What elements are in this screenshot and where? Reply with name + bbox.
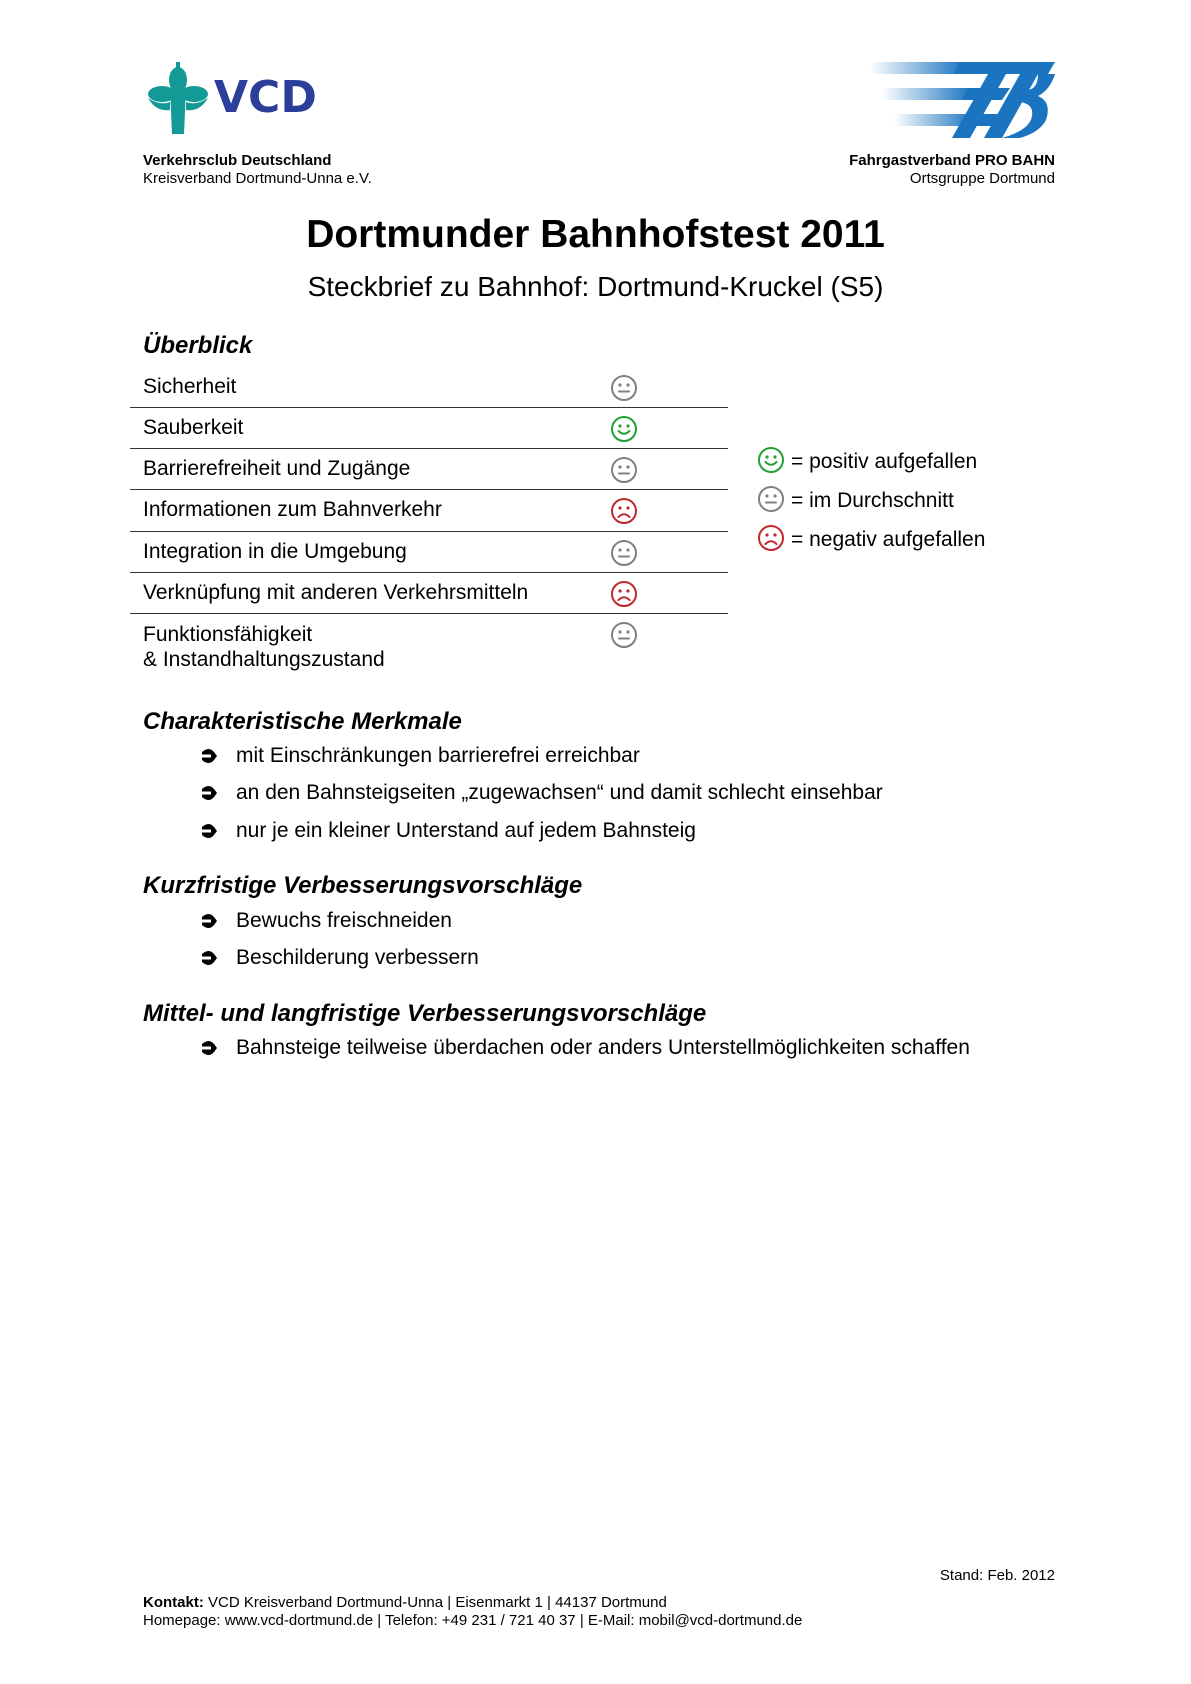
overview-row [130,450,728,490]
contact-label: Kontakt: [143,1594,204,1611]
overview-row [130,409,728,449]
footer-contact [143,1594,802,1630]
arrow-bullet-icon [200,822,218,840]
probahn-org-block [849,152,1055,188]
vcd-logo [140,58,340,138]
list-item-text: Bewuchs freischneiden [236,909,452,932]
pro-bahn-logo [870,60,1055,140]
probahn-org-name: Fahrgastverband PRO BAHN [849,152,1055,169]
arrow-bullet-icon [200,784,218,802]
overview-row-label: Sauberkeit [143,416,244,439]
list-item-text: mit Einschränkungen barrierefrei erreichbar [236,744,640,767]
overview-row [130,368,728,408]
legend-text: = negativ aufgefallen [791,528,986,551]
langfristig-heading: Mittel- und langfristige Verbesserungsvorschläge [143,1000,707,1027]
vcd-logo-text: VCD [214,72,317,123]
overview-row-label: Informationen zum Bahnverkehr [143,498,442,521]
footer-line-1 [143,1594,802,1612]
list-item-text: Bahnsteige teilweise überdachen oder anders Unterstellmöglichkeiten schaffen [236,1036,970,1059]
stand-date: Stand: Feb. 2012 [939,1567,1055,1584]
neutral-smiley-icon [610,621,638,649]
page-subtitle: Steckbrief zu Bahnhof: Dortmund-Kruckel (S5) [307,271,884,302]
vcd-org-sub: Kreisverband Dortmund-Unna e.V. [143,170,372,187]
merkmale-heading: Charakteristische Merkmale [143,708,462,735]
legend-text: = im Durchschnitt [791,489,954,512]
probahn-org-sub: Ortsgruppe Dortmund [909,170,1055,187]
neutral-smiley-icon [610,456,638,484]
overview-row-label: Verknüpfung mit anderen Verkehrsmitteln [143,581,529,604]
legend-text: = positiv aufgefallen [791,450,978,473]
list-item-text: nur je ein kleiner Unterstand auf jedem Bahnsteig [236,819,696,842]
overview-row-label: Integration in die Umgebung [143,540,407,563]
contact-text: VCD Kreisverband Dortmund-Unna | Eisenmarkt 1 | 44137 Dortmund [208,1594,667,1611]
overview-row-label: Sicherheit [143,375,237,398]
overview-row-label: Barrierefreiheit und Zugänge [143,457,411,480]
neutral-smiley-icon [610,374,638,402]
overview-row [130,615,728,675]
kurzfristig-heading: Kurzfristige Verbesserungsvorschläge [143,872,583,899]
arrow-bullet-icon [200,1039,218,1057]
vcd-org-name: Verkehrsclub Deutschland [143,152,332,169]
neutral-smiley-icon [757,485,785,513]
negative-smiley-icon [610,497,638,525]
overview-row [130,574,728,614]
positive-smiley-icon [757,446,785,474]
arrow-bullet-icon [200,747,218,765]
overview-row-label-line2: & Instandhaltungszustand [143,648,385,671]
overview-row [130,533,728,573]
positive-smiley-icon [610,415,638,443]
vcd-org-block [143,152,372,188]
footer-line-2: Homepage: www.vcd-dortmund.de | Telefon: +49 231 / 721 40 37 | E-Mail: mobil@vcd-dortmund.de [143,1612,803,1629]
arrow-bullet-icon [200,949,218,967]
list-item-text: Beschilderung verbessern [236,946,479,969]
overview-row [130,491,728,532]
overview-heading: Überblick [143,332,253,359]
negative-smiley-icon [757,524,785,552]
list-item-text: an den Bahnsteigseiten „zugewachsen“ und damit schlecht einsehbar [236,781,883,804]
page-title: Dortmunder Bahnhofstest 2011 [306,213,885,256]
overview-row-label: Funktionsfähigkeit [143,623,313,646]
arrow-bullet-icon [200,912,218,930]
neutral-smiley-icon [610,539,638,567]
negative-smiley-icon [610,580,638,608]
